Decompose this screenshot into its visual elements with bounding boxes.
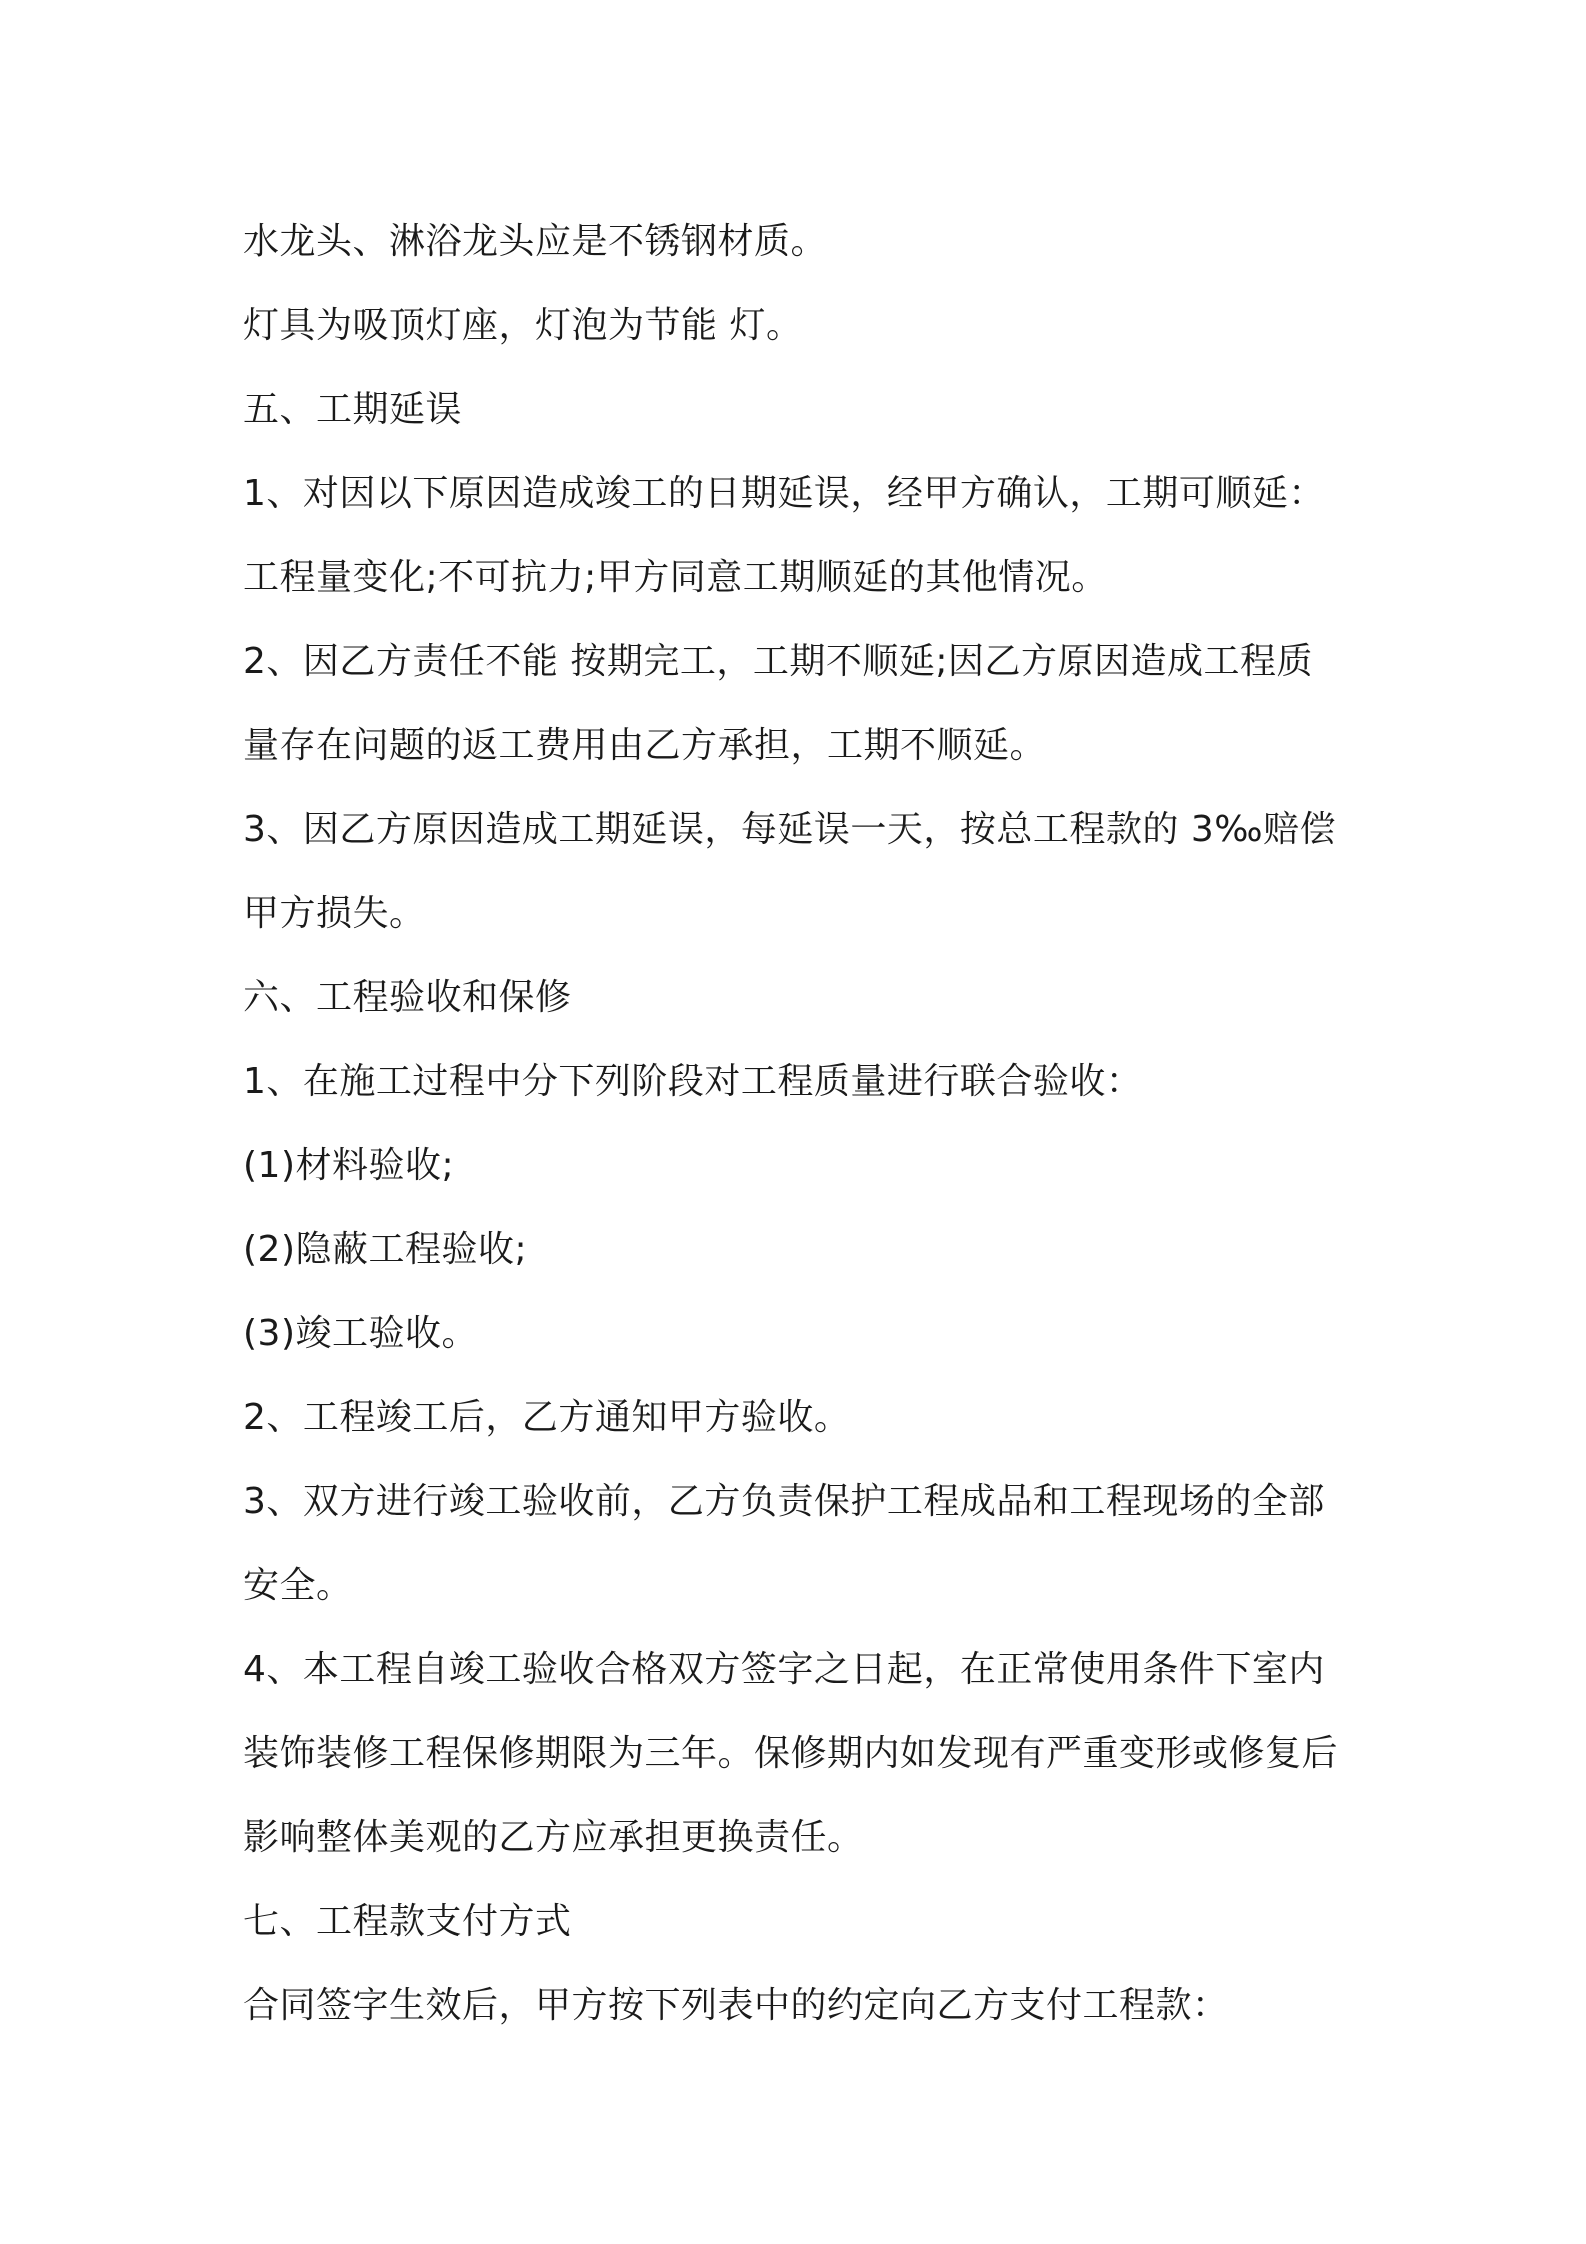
paragraph-line: 影响整体美观的乙方应承担更换责任。 <box>243 1817 864 1858</box>
paragraph-line: 水龙头、淋浴龙头应是不锈钢材质。 <box>243 221 828 262</box>
paragraph-line: 2、工程竣工后，乙方通知甲方验收。 <box>243 1397 851 1438</box>
list-item: (2)隐蔽工程验收; <box>243 1229 528 1270</box>
paragraph-line: 3、因乙方原因造成工期延误，每延误一天，按总工程款的 3‰赔偿 <box>243 809 1337 850</box>
section-heading: 六、工程验收和保修 <box>243 977 572 1018</box>
paragraph-line: 量存在问题的返工费用由乙方承担，工期不顺延。 <box>243 725 1047 766</box>
paragraph-line: 3、双方进行竣工验收前，乙方负责保护工程成品和工程现场的全部 <box>243 1481 1325 1522</box>
paragraph-line: 1、在施工过程中分下列阶段对工程质量进行联合验收： <box>243 1061 1143 1102</box>
list-item: (1)材料验收; <box>243 1145 455 1186</box>
paragraph-line: 工程量变化;不可抗力;甲方同意工期顺延的其他情况。 <box>243 557 1108 598</box>
list-item: (3)竣工验收。 <box>243 1313 478 1354</box>
paragraph-line: 甲方损失。 <box>243 893 426 934</box>
paragraph-line: 1、对因以下原因造成竣工的日期延误，经甲方确认，工期可顺延： <box>243 473 1325 514</box>
paragraph-line: 安全。 <box>243 1565 353 1606</box>
section-heading: 七、工程款支付方式 <box>243 1901 572 1942</box>
paragraph-line: 灯具为吸顶灯座，灯泡为节能 灯。 <box>243 305 803 346</box>
section-heading: 五、工期延误 <box>243 389 463 430</box>
paragraph-line: 4、本工程自竣工验收合格双方签字之日起，在正常使用条件下室内 <box>243 1649 1325 1690</box>
paragraph-line: 装饰装修工程保修期限为三年。保修期内如发现有严重变形或修复后 <box>243 1733 1339 1774</box>
document-body <box>243 200 1363 2048</box>
paragraph-line: 合同签字生效后，甲方按下列表中的约定向乙方支付工程款： <box>243 1985 1229 2026</box>
paragraph-line: 2、因乙方责任不能 按期完工，工期不顺延;因乙方原因造成工程质 <box>243 641 1313 682</box>
